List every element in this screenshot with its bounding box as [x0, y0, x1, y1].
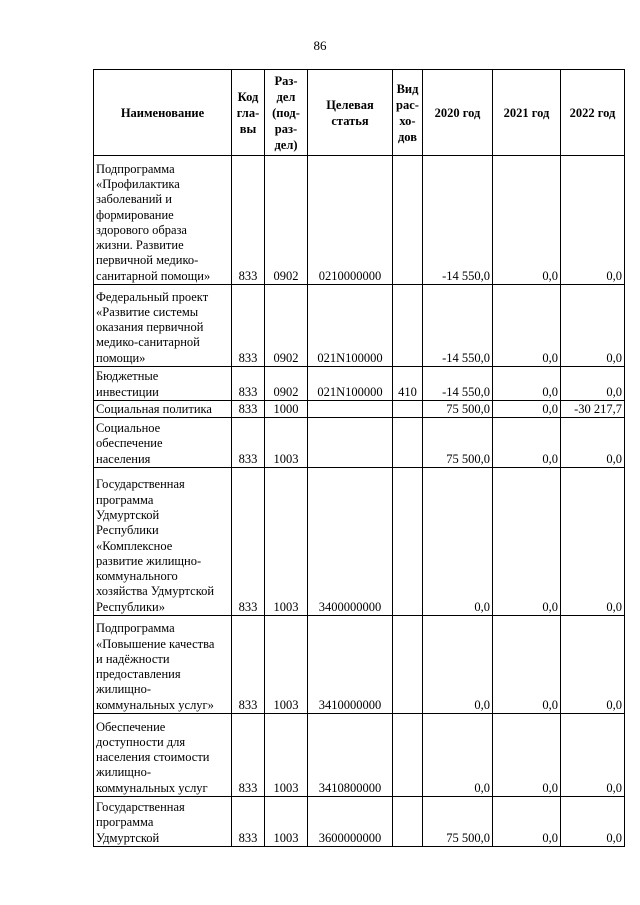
row-section: 1003	[265, 616, 308, 714]
budget-table	[93, 69, 625, 847]
row-value-2021: 0,0	[493, 367, 561, 401]
row-chapter-code: 833	[232, 401, 265, 418]
row-value-2020: 0,0	[423, 468, 493, 616]
row-expense-type	[393, 418, 423, 468]
row-value-2022: 0,0	[561, 156, 625, 285]
row-value-2021: 0,0	[493, 714, 561, 797]
row-section: 1003	[265, 797, 308, 847]
row-value-2022: -30 217,7	[561, 401, 625, 418]
row-expense-type	[393, 285, 423, 367]
row-target-article	[308, 418, 393, 468]
row-value-2020: 75 500,0	[423, 418, 493, 468]
row-chapter-code: 833	[232, 156, 265, 285]
row-section: 1000	[265, 401, 308, 418]
table-row	[94, 156, 625, 285]
row-name: Бюджетные инвестиции	[94, 367, 232, 401]
table-row	[94, 616, 625, 714]
row-target-article: 0210000000	[308, 156, 393, 285]
row-section: 1003	[265, 418, 308, 468]
row-value-2022: 0,0	[561, 616, 625, 714]
row-value-2021: 0,0	[493, 468, 561, 616]
row-name: Федеральный проект «Развитие системы оказания первичной медико-санитарной помощи»	[94, 285, 232, 367]
row-value-2022: 0,0	[561, 797, 625, 847]
row-target-article: 021N100000	[308, 285, 393, 367]
row-chapter-code: 833	[232, 797, 265, 847]
table-row	[94, 468, 625, 616]
row-expense-type	[393, 468, 423, 616]
header-row	[94, 70, 625, 156]
header-target-article: Целевая статья	[308, 70, 393, 156]
table-row	[94, 285, 625, 367]
row-name: Государственная программа Удмуртской	[94, 797, 232, 847]
table-row	[94, 714, 625, 797]
row-value-2021: 0,0	[493, 285, 561, 367]
row-expense-type	[393, 401, 423, 418]
row-name: Подпрограмма «Повышение качества и надёжности предоставления жилищно- коммунальных услуг»	[94, 616, 232, 714]
header-expense-type: Вид рас- хо- дов	[393, 70, 423, 156]
table-row	[94, 401, 625, 418]
row-section: 0902	[265, 367, 308, 401]
header-year-2022: 2022 год	[561, 70, 625, 156]
row-value-2020: 0,0	[423, 616, 493, 714]
row-chapter-code: 833	[232, 285, 265, 367]
row-expense-type	[393, 797, 423, 847]
row-value-2021: 0,0	[493, 156, 561, 285]
header-year-2021: 2021 год	[493, 70, 561, 156]
row-section: 1003	[265, 468, 308, 616]
row-target-article: 3410800000	[308, 714, 393, 797]
row-value-2021: 0,0	[493, 797, 561, 847]
header-year-2020: 2020 год	[423, 70, 493, 156]
row-value-2021: 0,0	[493, 616, 561, 714]
row-name: Государственная программа Удмуртской Республики «Комплексное развитие жилищно- коммунального хозяйства Удмуртской Республики»	[94, 468, 232, 616]
row-expense-type	[393, 714, 423, 797]
row-section: 0902	[265, 285, 308, 367]
row-value-2021: 0,0	[493, 418, 561, 468]
row-target-article: 021N100000	[308, 367, 393, 401]
row-value-2022: 0,0	[561, 418, 625, 468]
row-chapter-code: 833	[232, 714, 265, 797]
row-section: 0902	[265, 156, 308, 285]
row-value-2022: 0,0	[561, 468, 625, 616]
row-target-article: 3600000000	[308, 797, 393, 847]
row-name: Обеспечение доступности для населения стоимости жилищно- коммунальных услуг	[94, 714, 232, 797]
table-row	[94, 418, 625, 468]
row-value-2020: 75 500,0	[423, 401, 493, 418]
row-target-article	[308, 401, 393, 418]
row-value-2020: 0,0	[423, 714, 493, 797]
row-value-2022: 0,0	[561, 367, 625, 401]
row-name: Социальное обеспечение населения	[94, 418, 232, 468]
page-number: 86	[313, 38, 327, 53]
row-target-article: 3410000000	[308, 616, 393, 714]
row-value-2020: -14 550,0	[423, 156, 493, 285]
row-value-2021: 0,0	[493, 401, 561, 418]
table-row	[94, 797, 625, 847]
row-chapter-code: 833	[232, 616, 265, 714]
row-value-2020: -14 550,0	[423, 367, 493, 401]
row-section: 1003	[265, 714, 308, 797]
header-name: Наименование	[94, 70, 232, 156]
row-target-article: 3400000000	[308, 468, 393, 616]
row-name: Социальная политика	[94, 401, 232, 418]
row-value-2020: 75 500,0	[423, 797, 493, 847]
row-chapter-code: 833	[232, 468, 265, 616]
row-name: Подпрограмма «Профилактика заболеваний и формирование здорового образа жизни. Развитие первичной медико- санитарной помощи»	[94, 156, 232, 285]
header-section: Раз- дел (под- раз- дел)	[265, 70, 308, 156]
row-expense-type	[393, 616, 423, 714]
row-value-2020: -14 550,0	[423, 285, 493, 367]
row-expense-type: 410	[393, 367, 423, 401]
table-row	[94, 367, 625, 401]
row-value-2022: 0,0	[561, 714, 625, 797]
row-chapter-code: 833	[232, 367, 265, 401]
row-value-2022: 0,0	[561, 285, 625, 367]
header-chapter-code: Код гла- вы	[232, 70, 265, 156]
row-chapter-code: 833	[232, 418, 265, 468]
row-expense-type	[393, 156, 423, 285]
